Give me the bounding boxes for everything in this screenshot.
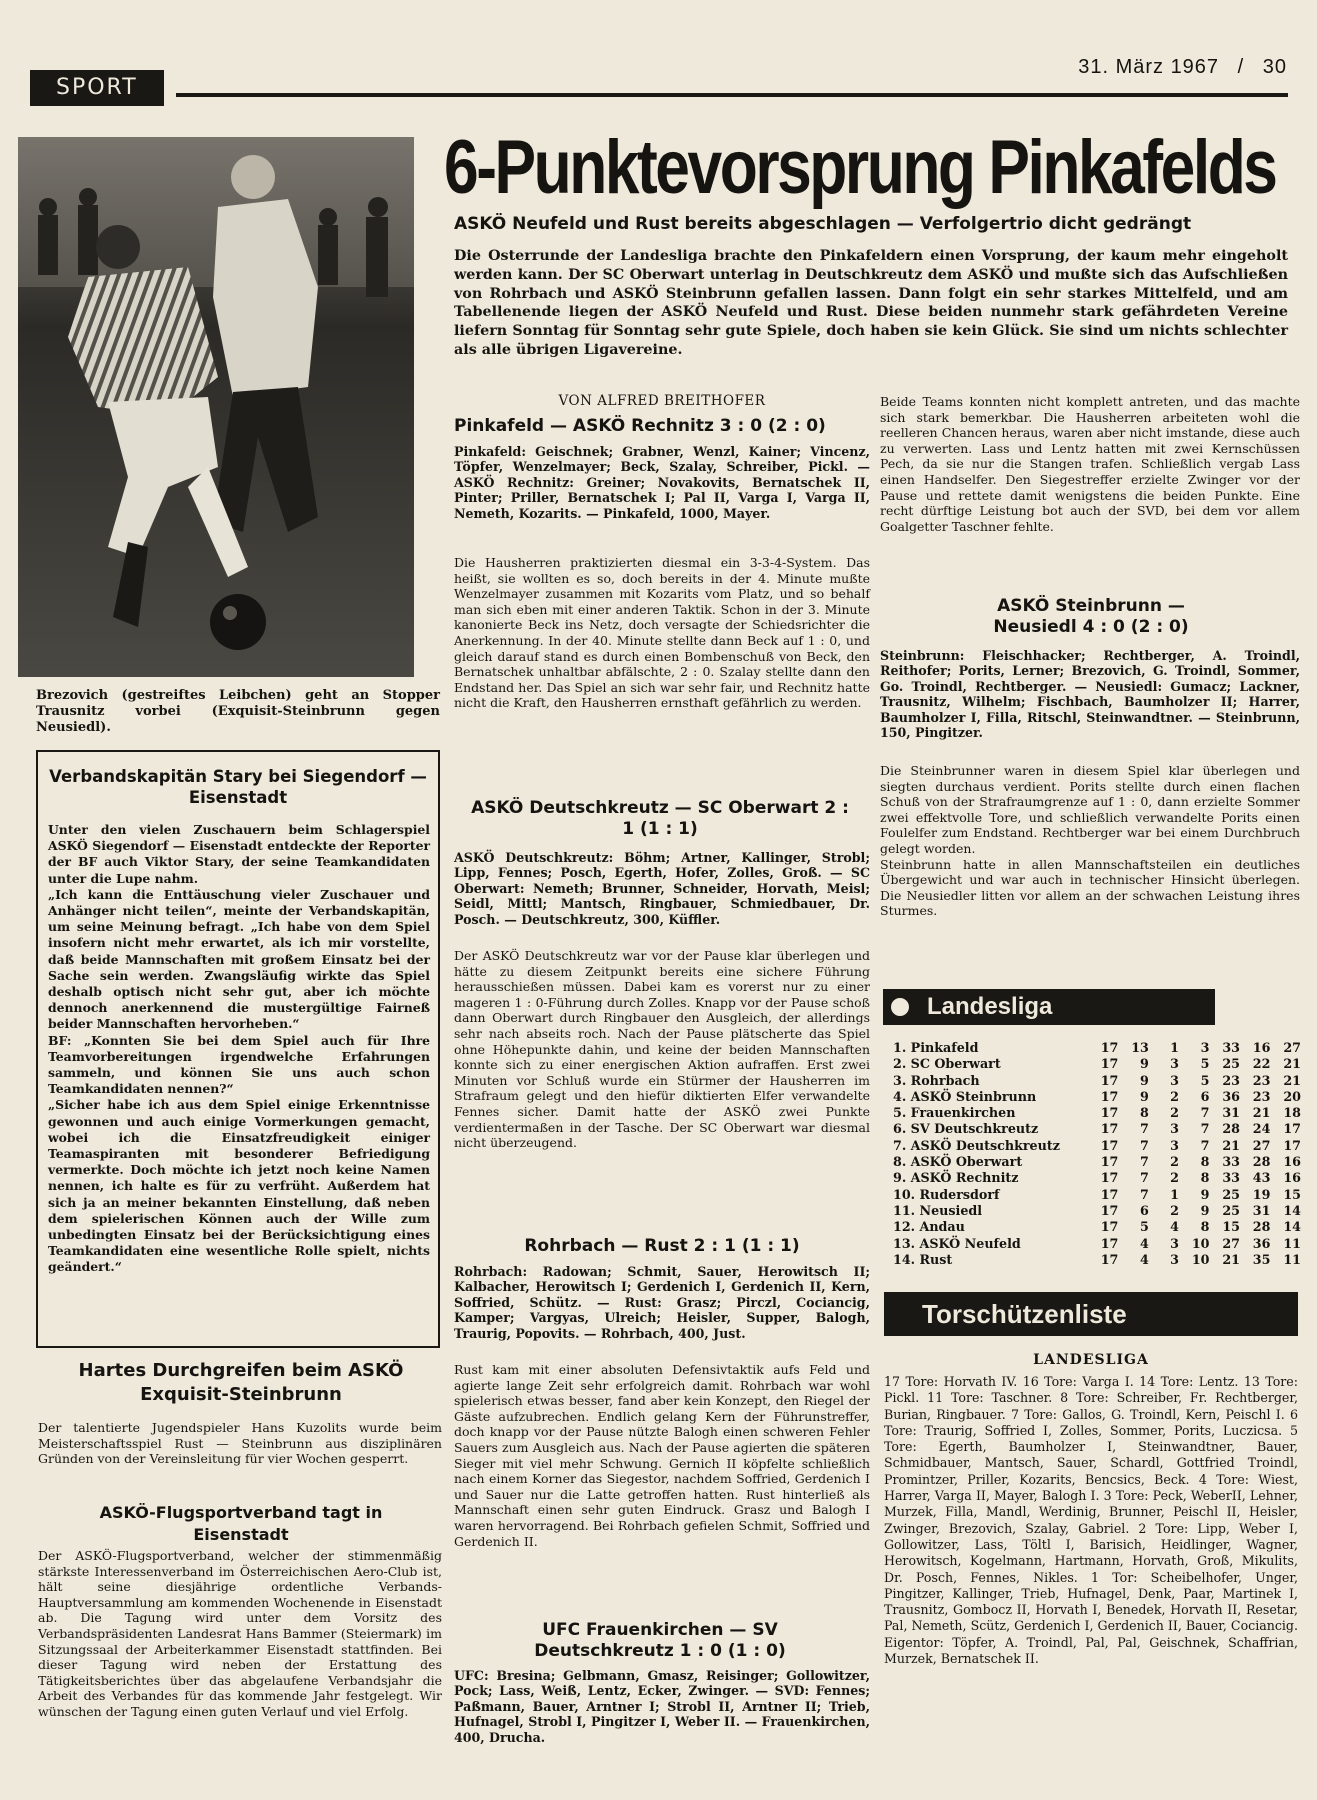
match-lineup: Pinkafeld: Geischnek; Grabner, Wenzl, Kainer; Vincenz, Töpfer, Wenzelmayer; Beck, Szalay, Schreiber, Pickl. — ASKÖ Rechnitz: Greiner; Novakovits, Bernatschek II, Pinter; Priller, Bernatschek I; Pal II, Varga I, Varga II, Nemeth, Kozarits. — Pinkafeld, 1000, Mayer.	[454, 444, 870, 521]
stat-cell: 3	[1170, 1251, 1179, 1267]
note-title: ASKÖ-Flugsportverband tagt in Eisenstadt	[99, 1503, 383, 1544]
football-photo	[18, 137, 414, 677]
match-report: Der ASKÖ Deutschkreutz war vor der Pause klar überlegen und hätte zu diesem Zeitpunkt bereits eine sichere Führung herausschießen müssen. Dabei kam es vorerst nur zu einer mageren 1 : 0-Führung durch Zolles. Knapp vor der Pause schoß dann Oberwart durch Ringbauer den Ausgleich, der allerdings sehr nach abseits roch. Nach der Pause plätscherte das Spiel ohne Höhepunkte dahin, und keine der beiden Mannschaften konnte sich zu einer energischen Aktion aufraffen. Erst zwei Minuten vor Schluß wurde ein Stürmer der Hausherren im Strafraum gelegt und den hiefür diktierten Elfer verwandelte Fennes sicher. Damit hatte der ASKÖ zwei Punkte verdientermaßen in der Tasche. Der SC Oberwart war diesmal nicht überzeugend.	[454, 948, 870, 1151]
bullet-icon	[891, 998, 909, 1016]
team-name: 14. Rust	[893, 1251, 953, 1267]
stat-cell: 7	[1200, 1121, 1210, 1137]
match-lineup: UFC: Bresina; Gelbmann, Gmasz, Reisinger; Gollowitzer, Pock; Lass, Weiß, Lentz, Ecker, Zwinger. — SVD: Fennes; Paßmann, Bauer, Arntner I; Strobl II, Arntner II; Trieb, Hufnagel, Strobl I, Pingitzer I, Weber II. — Frauenkirchen, 400, Drucha.	[454, 1668, 870, 1745]
stat-cell: 13	[1131, 1040, 1149, 1055]
team-name: 8. ASKÖ Oberwart	[893, 1154, 1023, 1170]
standings-row	[893, 1252, 1301, 1268]
note-title: Hartes Durchgreifen beim ASKÖ Exquisit-Steinbrunn	[78, 1360, 404, 1405]
standings-row	[893, 1154, 1301, 1170]
stat-cell: 4	[1140, 1251, 1149, 1267]
stat-cell: 33	[1222, 1154, 1240, 1170]
team-name: 9. ASKÖ Rechnitz	[893, 1170, 1019, 1186]
standings-row	[893, 1056, 1301, 1072]
team-name: 5. Frauenkirchen	[893, 1105, 1016, 1121]
team-name: 3. Rohrbach	[893, 1072, 980, 1088]
match-title: ASKÖ Deutschkreutz — SC Oberwart 2 : 1 (1 : 1)	[471, 798, 849, 839]
standings-row	[893, 1089, 1301, 1105]
match-title: UFC Frauenkirchen — SV Deutschkreutz 1 : 0 (1 : 0)	[534, 1620, 786, 1661]
subheadline: ASKÖ Neufeld und Rust bereits abgeschlagen — Verfolgertrio dicht gedrängt	[454, 214, 1192, 234]
stat-cell: 10	[1191, 1251, 1210, 1267]
team-name: 7. ASKÖ Deutschkreutz	[893, 1137, 1060, 1153]
stat-cell: 28	[1222, 1121, 1240, 1137]
photo-illustration	[18, 137, 414, 677]
box-title: Verbandskapitän Stary bei Siegendorf — Eisenstadt	[49, 767, 427, 807]
stat-cell: 36	[1222, 1088, 1240, 1104]
match-report: Beide Teams konnten nicht komplett antreten, und das machte sich stark bemerkbar. Die Hausherren arbeiteten wohl die reelleren Chancen heraus, waren aber nicht imstande, diese auch zu verwerten. Lass und Lentz hatten mit zwei Kernschüssen Pech, da sie nur die Stangen trafen. Schließlich vergab Lass einen Handselfer. Den Siegestreffer erzielte Zwinger vor der Pause und rettete damit wenigstens die beiden Punkte. Eine recht dürftige Leistung bot auch der SVD, bei dem vor allem Goalgetter Taschner fehlte.	[880, 394, 1300, 534]
stat-cell: 27	[1222, 1235, 1240, 1251]
stat-cell: 17	[1100, 1072, 1119, 1088]
stat-cell: 7	[1140, 1154, 1149, 1170]
standings-row	[893, 1121, 1301, 1137]
match-title: ASKÖ Steinbrunn — Neusiedl 4 : 0 (2 : 0)	[993, 596, 1189, 637]
stat-cell: 8	[1200, 1219, 1210, 1235]
stat-cell: 15	[1222, 1219, 1240, 1235]
stat-cell: 25	[1222, 1202, 1240, 1218]
date-line	[1078, 56, 1287, 79]
stat-cell: 33	[1222, 1040, 1240, 1055]
stat-cell: 15	[1283, 1186, 1301, 1202]
stat-cell: 35	[1252, 1251, 1271, 1267]
issue-date: 31. März 1967	[1078, 56, 1220, 78]
stat-cell: 2	[1170, 1202, 1179, 1218]
scorers-subtitle: LANDESLIGA	[1033, 1352, 1149, 1368]
stat-cell: 31	[1222, 1105, 1240, 1121]
standings-row	[893, 1203, 1301, 1219]
stat-cell: 14	[1283, 1202, 1301, 1218]
match-report: Rust kam mit einer absoluten Defensivtaktik aufs Feld und agierte lange Zeit sehr erfolgreich damit. Rohrbach war wohl spielerisch etwas besser, fand aber kein Konzept, den Riegel der Gäste aufzubrechen. Endlich gelang Kern der Führunstreffer, doch knapp vor der Pause nützte Balogh einen schweren Fehler Sauers zum Ausgleich aus. Nach der Pause agierten die späteren Sieger mit viel mehr Schwung. Gernich II köpfelte schließlich nach einem Korner das Siegestor, nachdem Soffried, Gerdenich I und Sauer nur die Latte getroffen hatten. Rust hinterließ als Mannschaft einen sehr guten Eindruck. Grasz und Balogh I waren hervorragend. Bei Rohrbach gefielen Schmit, Soffried und Gerdenich II.	[454, 1362, 870, 1549]
stat-cell: 7	[1140, 1121, 1149, 1137]
stat-cell: 7	[1140, 1137, 1149, 1153]
note-text: Der talentierte Jugendspieler Hans Kuzolits wurde beim Meisterschaftsspiel Rust — Steinbrunn aus disziplinären Gründen von der Vereinsleitung für vier Wochen gesperrt.	[38, 1420, 442, 1467]
stat-cell: 7	[1140, 1186, 1149, 1202]
stat-cell: 6	[1200, 1088, 1210, 1104]
stat-cell: 2	[1170, 1088, 1179, 1104]
stat-cell: 8	[1140, 1105, 1149, 1121]
stat-cell: 21	[1222, 1137, 1240, 1153]
stat-cell: 3	[1200, 1040, 1210, 1055]
stat-cell: 17	[1100, 1121, 1119, 1137]
stat-cell: 25	[1222, 1056, 1240, 1072]
match-lineup: Rohrbach: Radowan; Schmit, Sauer, Herowitsch II; Kalbacher, Herowitsch I; Gerdenich I, Gerdenich II, Kern, Soffried, Schütz. — Rust: Grasz; Pirczl, Cociancig, Kamper; Vargyas, Ulreich; Heisler, Supper, Balogh, Traurig, Popovits. — Rohrbach, 400, Just.	[454, 1264, 870, 1341]
stat-cell: 2	[1170, 1105, 1179, 1121]
scorers-banner: Torschützenliste	[884, 1292, 1298, 1336]
headline: 6-Punktevorsprung Pinkafelds	[444, 125, 1276, 210]
stat-cell: 5	[1200, 1072, 1210, 1088]
stat-cell: 33	[1222, 1170, 1240, 1186]
stat-cell: 11	[1283, 1251, 1301, 1267]
team-name: 12. Andau	[893, 1219, 965, 1235]
stat-cell: 17	[1100, 1154, 1119, 1170]
stat-cell: 1	[1170, 1040, 1179, 1055]
stat-cell: 27	[1252, 1137, 1271, 1153]
stat-cell: 16	[1283, 1170, 1301, 1186]
stat-cell: 20	[1283, 1088, 1301, 1104]
stat-cell: 10	[1191, 1235, 1210, 1251]
stat-cell: 17	[1100, 1235, 1119, 1251]
stat-cell: 2	[1170, 1170, 1179, 1186]
stat-cell: 17	[1100, 1219, 1119, 1235]
match-lineup: ASKÖ Deutschkreutz: Böhm; Artner, Kallinger, Strobl; Lipp, Fennes; Posch, Egerth, Hofer, Zolles, Groß. — SC Oberwart: Nemeth; Brunner, Schneider, Horvath, Meisl; Seidl, Mittl; Mantsch, Ringbauer, Schmiedbauer, Dr. Posch. — Deutschkreutz, 300, Küffler.	[454, 850, 870, 927]
page-separator: /	[1237, 56, 1245, 78]
stat-cell: 23	[1252, 1088, 1271, 1104]
stat-cell: 9	[1140, 1088, 1149, 1104]
stat-cell: 23	[1252, 1072, 1271, 1088]
team-name: 13. ASKÖ Neufeld	[893, 1235, 1021, 1251]
stat-cell: 19	[1252, 1186, 1271, 1202]
section-label: SPORT	[30, 70, 164, 106]
stat-cell: 17	[1100, 1251, 1119, 1267]
stat-cell: 27	[1283, 1040, 1301, 1055]
standings-table	[893, 1040, 1301, 1268]
stat-cell: 8	[1200, 1154, 1210, 1170]
stat-cell: 2	[1170, 1154, 1179, 1170]
box-text: Unter den vielen Zuschauern beim Schlagerspiel ASKÖ Siegendorf — Eisenstadt entdeckte der Reporter der BF auch Viktor Stary, der seine Teamkandidaten unter die Lupe nahm. „Ich kann die Enttäuschung vieler Zuschauer und Anhänger nicht teilen“, meinte der Verbandskapitän, um seine Meinung befragt. „Ich habe von dem Spiel insofern nicht mehr erwartet, als ich mir vorstellte, daß beide Mannschaften mit großem Einsatz bei der Sache sein werden. Zwangsläufig wirkte das Spiel deshalb optisch nicht sehr gut, aber ich möchte dennoch anerkennend die mustergültige Fairneß beider Mannschaften hervorheben.“ BF: „Konnten Sie bei dem Spiel auch für Ihre Teamvorbereitungen irgendwelche Erfahrungen sammeln, und können Sie uns auch schon Teamkandidaten nennen?“ „Sicher habe ich aus dem Spiel einige Erkenntnisse gewonnen und auch einige Vormerkungen gemacht, wobei ich die Einsatzfreudigkeit einiger Teamaspiranten mit besonderer Befriedigung vermerkte. Doch möchte ich jetzt noch keine Namen nennen, ich halte es für zu verfrüht. Außerdem hat sich ja an meiner bekannten Einstellung, daß neben dem spielerischen Können auch der Wille zum unbedingten Einsatz bei der Berücksichtigung eines Teamkandidaten eine wesentliche Rolle spielt, nichts geändert.“	[48, 822, 430, 1275]
stat-cell: 14	[1283, 1219, 1301, 1235]
match-title: Pinkafeld — ASKÖ Rechnitz 3 : 0 (2 : 0)	[454, 416, 826, 436]
stat-cell: 17	[1283, 1137, 1301, 1153]
byline: VON ALFRED BREITHOFER	[558, 393, 766, 409]
stat-cell: 5	[1200, 1056, 1210, 1072]
stat-cell: 21	[1283, 1072, 1301, 1088]
stat-cell: 23	[1222, 1072, 1240, 1088]
stat-cell: 24	[1252, 1121, 1271, 1137]
stat-cell: 7	[1200, 1105, 1210, 1121]
stat-cell: 17	[1100, 1202, 1119, 1218]
stat-cell: 43	[1252, 1170, 1271, 1186]
stat-cell: 31	[1252, 1202, 1271, 1218]
stat-cell: 8	[1200, 1170, 1210, 1186]
match-title: Rohrbach — Rust 2 : 1 (1 : 1)	[524, 1236, 800, 1256]
stat-cell: 16	[1283, 1154, 1301, 1170]
header-rule	[176, 93, 1288, 97]
photo-caption: Brezovich (gestreiftes Leibchen) geht an Stopper Trausnitz vorbei (Exquisit-Steinbrunn gegen Neusiedl).	[36, 688, 440, 735]
stat-cell: 22	[1252, 1056, 1271, 1072]
page-number: 30	[1262, 56, 1287, 78]
stat-cell: 17	[1100, 1137, 1119, 1153]
stat-cell: 21	[1222, 1251, 1240, 1267]
standings-row	[893, 1138, 1301, 1154]
landesliga-banner: Landesliga	[883, 989, 1215, 1025]
stat-cell: 5	[1140, 1219, 1149, 1235]
stat-cell: 17	[1100, 1170, 1119, 1186]
stat-cell: 3	[1170, 1121, 1179, 1137]
stat-cell: 17	[1100, 1040, 1119, 1055]
team-name: 1. Pinkafeld	[893, 1040, 979, 1055]
stat-cell: 3	[1170, 1137, 1179, 1153]
stat-cell: 7	[1140, 1170, 1149, 1186]
stat-cell: 4	[1140, 1235, 1149, 1251]
stat-cell: 3	[1170, 1072, 1179, 1088]
team-name: 6. SV Deutschkreutz	[893, 1121, 1039, 1137]
scorers-list: 17 Tore: Horvath IV. 16 Tore: Varga I. 14 Tore: Lentz. 13 Tore: Pickl. 11 Tore: Taschner. 8 Tore: Schreiber, Fr. Rechtberger, Burian, Ringbauer. 7 Tore: Gallos, G. Troindl, Kern, Peischl I. 6 Tore: Traurig, Soffried I, Zolles, Sommer, Porits, Luczicsa. 5 Tore: Egerth, Baumholzer I, Steinwandtner, Bauer, Schmidbauer, Mantsch, Sauer, Schardl, Gottfried Troindl, Promintzer, Priller, Kozarits, Bencsics, Beck. 4 Tore: Wiest, Harrer, Varga II, Mayer, Balogh I. 3 Tore: Peck, WeberII, Lehner, Murzek, Filla, Mandl, Werdinig, Brunner, Peischl II, Heisler, Zwinger, Brezovich, Szalay, Gabriel. 2 Tore: Lipp, Weber I, Gollowitzer, Lass, Töltl I, Barisich, Heidlinger, Wagner, Herowitsch, Kogelmann, Hartmann, Horvath, Groß, Mikulits, Dr. Posch, Fennes, Nikles. 1 Tor: Scheibelhofer, Unger, Pingitzer, Kallinger, Trieb, Hufnagel, Denk, Paar, Martinek I, Trausnitz, Gombocz II, Horvath I, Benedek, Horvath II, Resetar, Pal, Nemeth, Scütz, Gerdenich I, Gerdenich II, Bauer, Cociancig. Eigentor: Töpfer, A. Troindl, Pal, Pal, Geischnek, Schaffrian, Murzek, Bernatschek II.	[884, 1374, 1298, 1667]
stat-cell: 36	[1252, 1235, 1271, 1251]
match-report: Die Hausherren praktizierten diesmal ein 3-3-4-System. Das heißt, sie wollten es so, doch bereits in der 4. Minute mußte Wenzelmayer zusammen mit Kozarits vom Platz, und so behalf man sich eben mit einer anderen Taktik. Schon in der 3. Minute kanonierte Beck ins Netz, doch versagte der Schiedsrichter die Anerkennung. In der 40. Minute stellte dann Beck auf 1 : 0, und gleich darauf stand es durch einen Bombenschuß von Beck, den Bernatschek unhaltbar abfälschte, 2 : 0. Szalay stellte dann den Endstand her. Das Spiel an sich war sehr fair, und Rechnitz hatte nicht die Kraft, den Hausherren ernsthaft gefährlich zu werden.	[454, 555, 870, 711]
note-text: Der ASKÖ-Flugsportverband, welcher der stimmenmäßig stärkste Interessenverband im Österreichischen Aero-Club ist, hält seine diesjährige ordentliche Verbands-Hauptversammlung am kommenden Wochenende in Eisenstadt ab. Die Tagung wird unter dem Vorsitz des Verbandspräsidenten Landesrat Hans Bammer (Steiermark) im Sitzungssaal der Arbeiterkammer Eisenstadt stattfinden. Bei dieser Tagung wird neben der Erstattung des Tätigkeitsberichtes über das abgelaufene Verbandsjahr die Arbeit des Verbandes für das kommende Jahr festgelegt. Wir wünschen der Tagung einen guten Verlauf und viel Erfolg.	[38, 1548, 442, 1719]
stat-cell: 11	[1283, 1235, 1301, 1251]
standings-row	[893, 1073, 1301, 1089]
team-name: 11. Neusiedl	[893, 1202, 983, 1218]
team-name: 2. SC Oberwart	[893, 1056, 1001, 1072]
stat-cell: 17	[1283, 1121, 1301, 1137]
standings-row	[893, 1170, 1301, 1186]
team-name: 4. ASKÖ Steinbrunn	[893, 1088, 1037, 1104]
stat-cell: 28	[1252, 1154, 1271, 1170]
stat-cell: 3	[1170, 1235, 1179, 1251]
stat-cell: 1	[1170, 1186, 1179, 1202]
stat-cell: 17	[1100, 1088, 1119, 1104]
stat-cell: 21	[1283, 1056, 1301, 1072]
lead-paragraph: Die Osterrunde der Landesliga brachte den Pinkafeldern einen Vorsprung, der kaum mehr eingeholt werden kann. Der SC Oberwart unterlag in Deutschkreutz dem ASKÖ und mußte sich das Aufschließen von Rohrbach und ASKÖ Steinbrunn gefallen lassen. Dann folgt ein sehr starkes Mittelfeld, und am Tabellenende liegen der ASKÖ Neufeld und Rust. Diese beiden nunmehr stark gefährdeten Vereine liefern Sonntag für Sonntag sehr gute Spiele, doch haben sie kein Glück. Sie sind um nichts schlechter als alle übrigen Ligavereine.	[454, 248, 1288, 358]
standings-row	[893, 1187, 1301, 1203]
match-report: Die Steinbrunner waren in diesem Spiel klar überlegen und siegten durchaus verdient. Porits stellte durch einen flachen Schuß von der Strafraumgrenze auf 1 : 0, dann erzielte Sommer zwei effektvolle Tore, und schließlich verwandelte Porits einen Foulelfer zum Endstand. Rechtberger war bei einem Durchbruch gelegt worden. Steinbrunn hatte in allen Mannschaftsteilen ein deutliches Übergewicht und war auch in technischer Hinsicht überlegen. Die Neusiedler litten vor allem an der schwachen Leistung ihres Sturmes.	[880, 763, 1300, 919]
team-name: 10. Rudersdorf	[893, 1186, 1000, 1202]
standings-row	[893, 1105, 1301, 1121]
stat-cell: 4	[1170, 1219, 1179, 1235]
stat-cell: 25	[1222, 1186, 1240, 1202]
stat-cell: 9	[1140, 1072, 1149, 1088]
stat-cell: 17	[1100, 1186, 1119, 1202]
stat-cell: 21	[1252, 1105, 1271, 1121]
stat-cell: 18	[1283, 1105, 1301, 1121]
stat-cell: 3	[1170, 1056, 1179, 1072]
stat-cell: 9	[1200, 1202, 1210, 1218]
stat-cell: 6	[1140, 1202, 1149, 1218]
stat-cell: 16	[1252, 1040, 1271, 1055]
stat-cell: 17	[1100, 1056, 1119, 1072]
stat-cell: 17	[1100, 1105, 1119, 1121]
standings-row	[893, 1236, 1301, 1252]
stat-cell: 9	[1200, 1186, 1210, 1202]
stat-cell: 28	[1252, 1219, 1271, 1235]
match-lineup: Steinbrunn: Fleischhacker; Rechtberger, A. Troindl, Reithofer; Porits, Lerner; Brezovich, G. Troindl, Sommer, Go. Troindl, Rechtberger. — Neusiedl: Gumacz; Lackner, Trausnitz, Wilhelm; Fischbach, Baumholzer II; Harrer, Baumholzer I, Filla, Ritschl, Steinwandtner. — Steinbrunn, 150, Pingitzer.	[880, 648, 1300, 741]
standings-row	[893, 1219, 1301, 1235]
stat-cell: 9	[1140, 1056, 1149, 1072]
stat-cell: 7	[1200, 1137, 1210, 1153]
standings-row	[893, 1040, 1301, 1056]
